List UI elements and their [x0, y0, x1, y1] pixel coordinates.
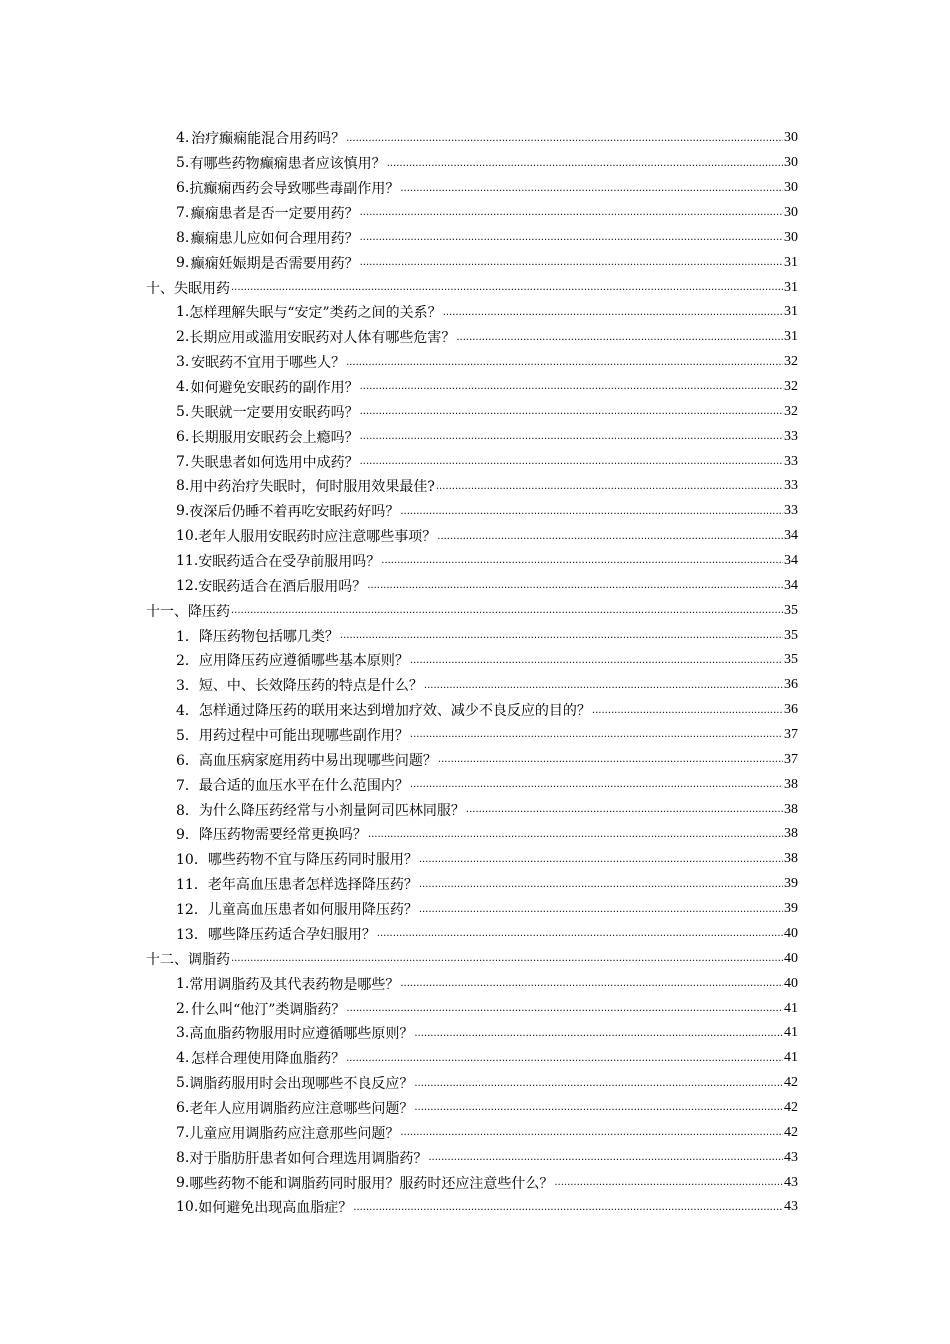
toc-entry-title: 高血脂药物服用时应遵循哪些原则？ — [189, 1026, 414, 1043]
toc-dot-leader — [231, 282, 783, 294]
toc-page-number: 43 — [784, 1149, 798, 1165]
toc-dot-leader — [436, 481, 783, 493]
toc-dot-leader — [438, 754, 783, 766]
toc-entry-number: 1. — [176, 304, 190, 321]
toc-entry-title: 儿童应用调脂药应注意那些问题？ — [189, 1125, 400, 1142]
toc-page-number: 38 — [784, 801, 798, 817]
toc-dot-leader — [346, 1053, 783, 1065]
toc-entry[interactable] — [0, 996, 950, 1021]
toc-entry-title: 老年人应用调脂药应注意哪些问题？ — [189, 1100, 414, 1117]
toc-entry-number: 2． — [176, 653, 199, 670]
toc-entry-title: 什么叫“他汀”类调脂药？ — [191, 1001, 346, 1018]
toc-entry-number: 11. — [176, 553, 199, 570]
toc-entry-number: 7. — [176, 453, 190, 470]
toc-entry[interactable] — [0, 151, 950, 176]
toc-entry[interactable] — [0, 897, 950, 922]
toc-entry-number: 10. — [176, 528, 199, 545]
toc-entry-number: 1. — [176, 975, 190, 992]
toc-entry-number: 3． — [176, 678, 199, 695]
toc-page-number: 38 — [784, 776, 798, 792]
toc-section-entry[interactable] — [0, 598, 950, 623]
toc-entry[interactable] — [0, 822, 950, 847]
toc-entry[interactable] — [0, 325, 950, 350]
toc-dot-leader — [360, 431, 783, 443]
toc-page-number: 40 — [784, 975, 798, 991]
toc-dot-leader — [231, 953, 783, 965]
toc-entry-title: 失眠就一定要用安眠药吗？ — [190, 404, 359, 421]
toc-entry[interactable] — [0, 847, 950, 872]
toc-page-number: 38 — [784, 851, 798, 867]
toc-entry-title: 抗癫痫西药会导致哪些毒副作用？ — [189, 181, 400, 198]
toc-dot-leader — [400, 506, 783, 518]
toc-entry[interactable] — [0, 201, 950, 226]
toc-dot-leader — [410, 729, 783, 741]
toc-entry-title: 调脂药服用时会出现哪些不良反应？ — [189, 1076, 414, 1093]
toc-entry-number: 3. — [176, 1025, 190, 1042]
toc-page-number: 35 — [784, 602, 798, 618]
toc-page-number: 30 — [784, 205, 798, 220]
toc-entry[interactable] — [0, 1145, 950, 1170]
toc-entry-number: 6． — [176, 752, 199, 769]
toc-page-number: 31 — [784, 279, 798, 295]
toc-entry[interactable] — [0, 1096, 950, 1121]
toc-entry-number: 7. — [176, 205, 190, 221]
toc-entry[interactable] — [0, 1021, 950, 1046]
toc-entry-title: 降压药物包括哪几类？ — [198, 628, 339, 645]
toc-entry-title: 十、失眠用药 — [146, 280, 230, 297]
toc-entry-number: 9. — [176, 1174, 190, 1191]
toc-section-entry[interactable] — [0, 275, 950, 300]
toc-entry[interactable] — [0, 648, 950, 673]
toc-page-number: 42 — [784, 1075, 798, 1091]
toc-dot-leader — [419, 854, 783, 866]
toc-dot-leader — [360, 207, 783, 219]
toc-entry[interactable] — [0, 399, 950, 424]
toc-entry-number: 12． — [176, 902, 208, 919]
toc-entry-number: 1． — [176, 628, 199, 645]
toc-entry[interactable] — [0, 524, 950, 549]
toc-entry-number: 8. — [176, 1149, 190, 1166]
toc-page-number: 41 — [784, 1050, 798, 1066]
toc-entry-number: 10． — [176, 852, 208, 869]
toc-entry-title: 癫痫妊娠期是否需要用药？ — [190, 255, 359, 272]
toc-entry-title: 应用降压药应遵循哪些基本原则？ — [198, 653, 409, 670]
toc-entry-number: 4． — [176, 703, 199, 720]
toc-entry-number: 7. — [176, 1124, 190, 1141]
toc-entry[interactable] — [0, 971, 950, 996]
toc-page-number: 41 — [784, 1025, 798, 1041]
toc-page-number: 36 — [784, 702, 798, 718]
toc-entry[interactable] — [0, 922, 950, 947]
toc-entry-title: 十二、调脂药 — [146, 951, 230, 968]
toc-entry-number: 8. — [176, 478, 190, 495]
toc-page-number: 43 — [784, 1174, 798, 1190]
toc-dot-leader — [360, 257, 783, 269]
toc-entry-title: 安眠药适合在受孕前服用吗？ — [198, 554, 381, 571]
toc-entry-number: 2. — [176, 1000, 190, 1017]
toc-dot-leader — [414, 1078, 783, 1090]
toc-entry[interactable] — [0, 673, 950, 698]
toc-entry-number: 8. — [176, 229, 190, 246]
toc-entry[interactable] — [0, 698, 950, 723]
toc-entry-number: 5. — [176, 1075, 190, 1092]
toc-page-number: 35 — [784, 652, 798, 668]
toc-dot-leader — [360, 406, 783, 418]
toc-entry-title: 有哪些药物癫痫患者应该慎用？ — [189, 156, 386, 173]
toc-page-number: 38 — [784, 826, 798, 842]
toc-dot-leader — [419, 904, 783, 916]
toc-page-number: 30 — [784, 155, 798, 171]
toc-dot-leader — [400, 183, 783, 195]
toc-dot-leader — [410, 655, 783, 667]
toc-dot-leader — [353, 1202, 783, 1214]
toc-dot-leader — [466, 804, 783, 816]
toc-dot-leader — [346, 357, 783, 369]
toc-entry-number: 4. — [176, 379, 190, 396]
toc-page-number: 40 — [784, 950, 798, 966]
toc-page-number: 39 — [784, 901, 798, 917]
toc-entry-title: 如何避免出现高血脂症？ — [198, 1200, 353, 1217]
toc-section-entry[interactable] — [0, 946, 950, 971]
toc-dot-leader — [410, 779, 783, 791]
toc-entry-number: 9. — [176, 254, 190, 271]
toc-entry[interactable] — [0, 1120, 950, 1145]
toc-dot-leader — [346, 133, 783, 145]
toc-entry-title: 老年人服用安眠药时应注意哪些事项？ — [198, 529, 437, 546]
toc-page-number: 34 — [784, 528, 798, 544]
toc-page-number: 31 — [784, 304, 798, 320]
toc-entry[interactable] — [0, 772, 950, 797]
toc-entry-number: 9. — [176, 503, 190, 520]
toc-entry[interactable] — [0, 424, 950, 449]
toc-entry[interactable] — [0, 250, 950, 275]
toc-dot-leader — [592, 705, 783, 717]
toc-entry-number: 11． — [176, 877, 208, 894]
toc-entry-number: 5. — [176, 403, 190, 420]
toc-dot-leader — [231, 605, 783, 617]
toc-entry[interactable] — [0, 797, 950, 822]
toc-entry-title: 失眠患者如何选用中成药？ — [190, 454, 359, 471]
toc-entry-number: 5. — [176, 155, 190, 172]
toc-page-number: 42 — [784, 1124, 798, 1140]
toc-page-number: 33 — [784, 428, 798, 444]
toc-page-number: 30 — [784, 229, 798, 245]
toc-entry[interactable] — [0, 1195, 950, 1220]
toc-page-number: 39 — [784, 876, 798, 892]
toc-dot-leader — [554, 1177, 783, 1189]
toc-dot-leader — [424, 680, 783, 692]
toc-entry-title: 长期服用安眠药会上瘾吗？ — [190, 429, 359, 446]
toc-page-number: 32 — [784, 403, 798, 419]
toc-entry[interactable] — [0, 474, 950, 499]
toc-entry-title: 哪些降压药适合孕妇服用？ — [207, 926, 376, 943]
toc-entry[interactable] — [0, 623, 950, 648]
toc-entry[interactable] — [0, 350, 950, 375]
toc-entry[interactable] — [0, 573, 950, 598]
toc-dot-leader — [400, 1127, 783, 1139]
toc-entry[interactable] — [0, 375, 950, 400]
toc-entry[interactable] — [0, 1046, 950, 1071]
toc-dot-leader — [340, 630, 783, 642]
toc-entry-title: 安眠药适合在酒后服用吗？ — [198, 578, 367, 595]
toc-entry-title: 夜深后仍睡不着再吃安眠药好吗？ — [189, 504, 400, 521]
toc-entry-number: 4. — [176, 130, 190, 147]
toc-dot-leader — [360, 232, 783, 244]
toc-entry-title: 怎样通过降压药的联用来达到增加疗效、减少不良反应的目的？ — [198, 703, 591, 720]
toc-dot-leader — [419, 879, 783, 891]
toc-page-number: 37 — [784, 751, 798, 767]
toc-entry[interactable] — [0, 1170, 950, 1195]
toc-entry-title: 安眠药不宜用于哪些人？ — [191, 355, 346, 372]
toc-page-number: 42 — [784, 1099, 798, 1115]
toc-entry-number: 3. — [176, 354, 190, 371]
toc-entry-title: 最合适的血压水平在什么范围内？ — [198, 777, 409, 794]
toc-entry-number: 6. — [176, 428, 190, 445]
toc-entry-title: 怎样理解失眠与“安定”类药之间的关系？ — [189, 305, 442, 322]
toc-entry-title: 用药过程中可能出现哪些副作用？ — [198, 728, 409, 745]
toc-entry-title: 对于脂肪肝患者如何合理选用调脂药？ — [189, 1150, 428, 1167]
toc-entry-number: 9． — [176, 827, 199, 844]
toc-page-number: 34 — [784, 553, 798, 569]
toc-page-number: 41 — [784, 1000, 798, 1016]
toc-entry-title: 为什么降压药经常与小剂量阿司匹林同服？ — [198, 802, 465, 819]
toc-entry-title: 降压药物需要经常更换吗？ — [198, 827, 367, 844]
toc-entry-title: 癫痫患儿应如何合理用药？ — [190, 230, 359, 247]
toc-page-number: 37 — [784, 727, 798, 743]
toc-page-number: 32 — [784, 379, 798, 395]
toc-page-number: 31 — [784, 329, 798, 345]
toc-dot-leader — [443, 307, 783, 319]
toc-entry-title: 怎样合理使用降血脂药？ — [191, 1051, 346, 1068]
toc-entry[interactable] — [0, 300, 950, 325]
toc-page-number: 32 — [784, 354, 798, 370]
toc-entry[interactable] — [0, 1071, 950, 1096]
toc-dot-leader — [346, 1003, 783, 1015]
toc-dot-leader — [428, 1152, 783, 1164]
toc-dot-leader — [387, 158, 783, 170]
toc-entry-number: 7． — [176, 777, 199, 794]
toc-page-number: 31 — [784, 254, 798, 270]
toc-entry-title: 老年高血压患者怎样选择降压药？ — [207, 877, 418, 894]
toc-entry-number: 4. — [176, 1050, 190, 1067]
toc-page-number: 40 — [784, 925, 798, 941]
toc-page-number: 36 — [784, 677, 798, 693]
toc-dot-leader — [400, 978, 783, 990]
toc-page-number: 34 — [784, 577, 798, 593]
toc-entry-number: 6. — [176, 180, 190, 197]
toc-entry-title: 如何避免安眠药的副作用？ — [190, 380, 359, 397]
toc-entry-title: 用中药治疗失眠时，何时服用效果最佳? — [189, 479, 435, 496]
toc-dot-leader — [360, 381, 783, 393]
toc-entry[interactable] — [0, 225, 950, 250]
toc-entry-number: 12. — [176, 577, 199, 594]
toc-entry[interactable] — [0, 747, 950, 772]
toc-dot-leader — [377, 928, 783, 940]
toc-dot-leader — [367, 580, 783, 592]
toc-entry-number: 2. — [176, 329, 190, 346]
toc-entry[interactable] — [0, 499, 950, 524]
toc-entry-title: 癫痫患者是否一定要用药？ — [190, 206, 359, 222]
toc-page-number: 33 — [784, 453, 798, 469]
toc-entry[interactable] — [0, 176, 950, 201]
toc-dot-leader — [456, 332, 783, 344]
toc-page-number: 35 — [784, 627, 798, 643]
toc-dot-leader — [368, 829, 783, 841]
toc-entry-title: 常用调脂药及其代表药物是哪些？ — [189, 976, 400, 993]
toc-entry-title: 儿童高血压患者如何服用降压药？ — [207, 902, 418, 919]
toc-entry-title: 治疗癫痫能混合用药吗？ — [191, 131, 346, 148]
toc-dot-leader — [414, 1102, 783, 1114]
toc-page-number: 30 — [784, 180, 798, 196]
toc-dot-leader — [437, 531, 783, 543]
toc-entry[interactable] — [0, 449, 950, 474]
toc-dot-leader — [360, 456, 783, 468]
toc-dot-leader — [381, 555, 783, 567]
toc-entry[interactable] — [0, 872, 950, 897]
toc-entry[interactable] — [0, 549, 950, 574]
toc-entry[interactable] — [0, 723, 950, 748]
toc-page-number: 43 — [784, 1199, 798, 1215]
toc-entry-title: 短、中、长效降压药的特点是什么？ — [198, 678, 423, 695]
toc-page-number: 33 — [784, 503, 798, 519]
toc-entry-title: 长期应用或滥用安眠药对人体有哪些危害？ — [189, 330, 456, 347]
toc-entry-number: 10. — [176, 1199, 199, 1216]
toc-dot-leader — [414, 1028, 783, 1040]
toc-entry-title: 高血压病家庭用药中易出现哪些问题？ — [198, 752, 437, 769]
toc-page-number: 30 — [784, 130, 798, 146]
table-of-contents — [0, 126, 950, 1220]
toc-entry[interactable] — [0, 126, 950, 151]
toc-entry-number: 8． — [176, 802, 199, 819]
toc-entry-number: 13． — [176, 926, 208, 943]
toc-entry-title: 哪些药物不能和调脂药同时服用？服药时还应注意些什么？ — [189, 1175, 554, 1192]
toc-entry-number: 6. — [176, 1099, 190, 1116]
toc-entry-title: 哪些药物不宜与降压药同时服用？ — [207, 852, 418, 869]
toc-entry-number: 5． — [176, 728, 199, 745]
toc-page-number: 33 — [784, 478, 798, 494]
toc-entry-title: 十一、降压药 — [146, 603, 230, 620]
